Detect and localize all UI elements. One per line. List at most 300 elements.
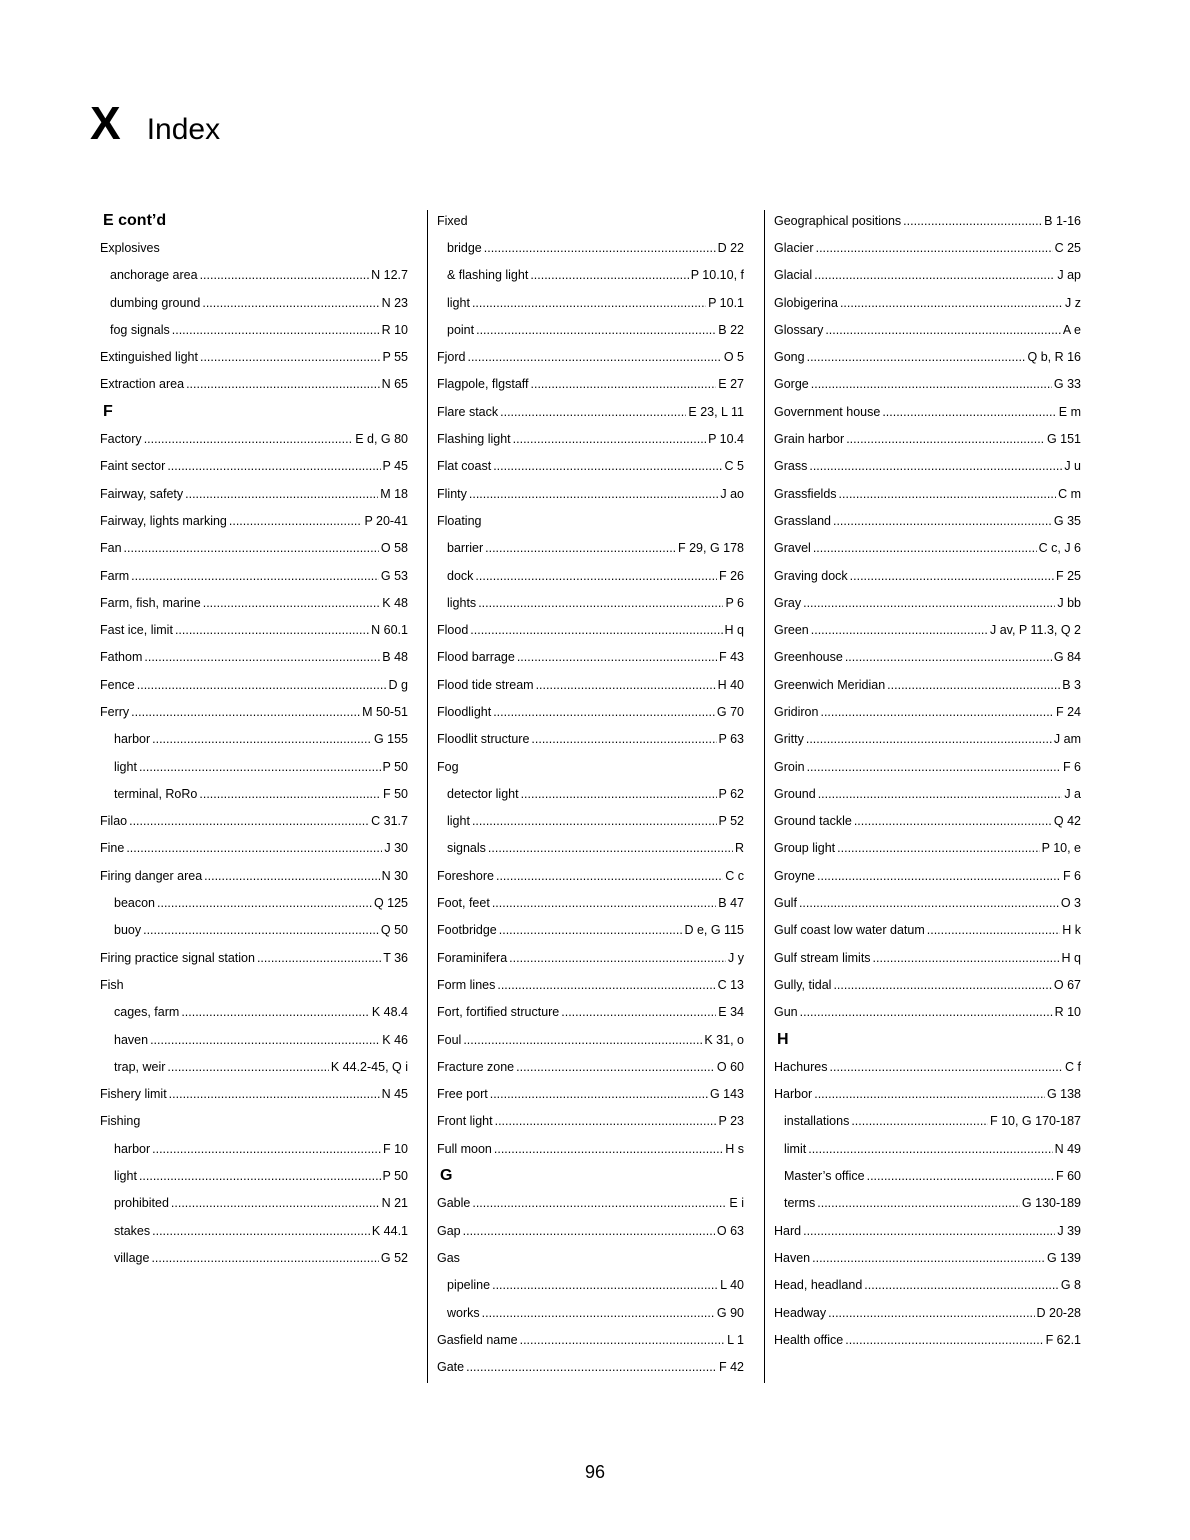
dot-leader bbox=[492, 896, 716, 910]
entry-term: Free port bbox=[437, 1087, 488, 1102]
entry-term: Grassfields bbox=[774, 486, 837, 501]
entry-term: Fine bbox=[100, 841, 125, 856]
index-entry bbox=[774, 1162, 1081, 1189]
entry-term: Flood bbox=[437, 623, 469, 638]
entry-reference: Q 50 bbox=[380, 923, 408, 938]
entry-term: Fish bbox=[100, 977, 124, 992]
entry-term: Firing danger area bbox=[100, 868, 203, 883]
entry-reference: N 30 bbox=[381, 868, 408, 883]
dot-leader bbox=[820, 705, 1054, 719]
entry-reference: F 42 bbox=[718, 1360, 744, 1375]
dot-leader bbox=[816, 241, 1053, 255]
entry-reference: P 45 bbox=[382, 459, 408, 474]
entry-term: Ferry bbox=[100, 704, 130, 719]
dot-leader bbox=[850, 569, 1054, 583]
index-entry bbox=[100, 889, 408, 916]
entry-reference: P 20-41 bbox=[364, 513, 408, 528]
entry-term: Fairway, safety bbox=[100, 486, 184, 501]
entry-term: Front light bbox=[437, 1114, 493, 1129]
index-entry bbox=[437, 371, 744, 398]
dot-leader bbox=[203, 596, 381, 610]
entry-reference: E m bbox=[1058, 404, 1081, 419]
entry-term: Head, headland bbox=[774, 1278, 863, 1293]
entry-term: light bbox=[114, 759, 137, 774]
dot-leader bbox=[799, 896, 1059, 910]
entry-reference: G 138 bbox=[1046, 1087, 1081, 1102]
entry-term: Flat coast bbox=[437, 459, 492, 474]
index-entry bbox=[100, 753, 408, 780]
dot-leader bbox=[806, 732, 1052, 746]
entry-reference: N 65 bbox=[381, 377, 408, 392]
dot-leader bbox=[509, 951, 726, 965]
index-entry bbox=[774, 1053, 1081, 1080]
index-entry bbox=[100, 1162, 408, 1189]
index-entry bbox=[437, 289, 744, 316]
entry-reference: P 55 bbox=[382, 350, 408, 365]
dot-leader bbox=[867, 1169, 1054, 1183]
entry-term: Master’s office bbox=[784, 1169, 865, 1184]
entry-reference: P 50 bbox=[382, 1169, 408, 1184]
entry-term: Globigerina bbox=[774, 295, 838, 310]
entry-term: F bbox=[103, 402, 113, 420]
entry-reference: F 43 bbox=[718, 650, 744, 665]
entry-reference: P 63 bbox=[718, 732, 744, 747]
index-entry bbox=[437, 616, 744, 643]
section-letter-heading bbox=[100, 207, 408, 234]
index-entry bbox=[774, 425, 1081, 452]
entry-reference: C 13 bbox=[717, 977, 744, 992]
entry-reference: M 18 bbox=[380, 486, 408, 501]
index-entry bbox=[774, 1135, 1081, 1162]
index-entry bbox=[437, 808, 744, 835]
entry-reference: O 58 bbox=[380, 541, 408, 556]
entry-reference: N 12.7 bbox=[371, 268, 408, 283]
entry-term: & flashing light bbox=[447, 268, 529, 283]
index-entry bbox=[100, 944, 408, 971]
index-entry bbox=[774, 753, 1081, 780]
dot-leader bbox=[803, 1224, 1055, 1238]
entry-reference: G 70 bbox=[716, 704, 744, 719]
entry-term: buoy bbox=[114, 923, 142, 938]
entry-reference: G 33 bbox=[1053, 377, 1081, 392]
entry-reference: P 23 bbox=[718, 1114, 744, 1129]
index-entry bbox=[437, 425, 744, 452]
entry-term: light bbox=[114, 1169, 137, 1184]
entry-term: Fixed bbox=[437, 213, 468, 228]
index-entry bbox=[774, 398, 1081, 425]
entry-term: Gun bbox=[774, 1005, 798, 1020]
entry-reference: D 20-28 bbox=[1036, 1305, 1081, 1320]
index-entry bbox=[100, 262, 408, 289]
entry-term: Flare stack bbox=[437, 404, 499, 419]
index-entry bbox=[437, 698, 744, 725]
entry-reference: H 40 bbox=[717, 677, 744, 692]
index-entry bbox=[100, 1081, 408, 1108]
entry-term: Factory bbox=[100, 432, 142, 447]
entry-term: Fracture zone bbox=[437, 1059, 515, 1074]
entry-term: stakes bbox=[114, 1223, 151, 1238]
entry-reference: J u bbox=[1064, 459, 1081, 474]
index-entry bbox=[437, 917, 744, 944]
dot-leader bbox=[144, 650, 380, 664]
index-entry bbox=[100, 1053, 408, 1080]
section-letter-heading bbox=[774, 1026, 1081, 1053]
column-divider bbox=[427, 210, 428, 1383]
dot-leader bbox=[814, 1087, 1045, 1101]
index-entry bbox=[774, 562, 1081, 589]
dot-leader bbox=[531, 732, 716, 746]
entry-term: lights bbox=[447, 595, 477, 610]
index-entry bbox=[100, 644, 408, 671]
entry-reference: P 10.1 bbox=[708, 295, 744, 310]
dot-leader bbox=[516, 1060, 715, 1074]
entry-reference: Q 125 bbox=[373, 896, 408, 911]
index-entry bbox=[100, 671, 408, 698]
dot-leader bbox=[466, 1360, 717, 1374]
entry-term: Full moon bbox=[437, 1141, 492, 1156]
entry-reference: C m bbox=[1058, 486, 1081, 501]
entry-reference: G 143 bbox=[709, 1087, 744, 1102]
index-entry bbox=[437, 234, 744, 261]
entry-term: Harbor bbox=[774, 1087, 813, 1102]
dot-leader bbox=[181, 1005, 370, 1019]
dot-leader bbox=[845, 1333, 1043, 1347]
entry-term: E cont’d bbox=[103, 211, 167, 229]
entry-term: Gully, tidal bbox=[774, 977, 832, 992]
index-entry bbox=[774, 917, 1081, 944]
entry-reference: Q b, R 16 bbox=[1027, 350, 1081, 365]
entry-term: Flinty bbox=[437, 486, 467, 501]
entry-term: H bbox=[777, 1030, 789, 1048]
dot-leader bbox=[561, 1005, 716, 1019]
entry-term: Groyne bbox=[774, 868, 815, 883]
entry-reference: F 10, G 170-187 bbox=[989, 1114, 1081, 1129]
entry-term: Foot, feet bbox=[437, 896, 490, 911]
dot-leader bbox=[129, 814, 369, 828]
entry-reference: N 23 bbox=[381, 295, 408, 310]
page-title bbox=[90, 96, 221, 149]
entry-reference: G 35 bbox=[1053, 513, 1081, 528]
entry-reference: C c bbox=[725, 868, 744, 883]
entry-term: Fishery limit bbox=[100, 1087, 167, 1102]
dot-leader bbox=[814, 268, 1055, 282]
dot-leader bbox=[846, 432, 1045, 446]
dot-leader bbox=[803, 596, 1055, 610]
entry-term: Flagpole, flgstaff bbox=[437, 377, 529, 392]
index-entry bbox=[100, 917, 408, 944]
entry-term: Glacier bbox=[774, 240, 814, 255]
dot-leader bbox=[463, 1033, 702, 1047]
dot-leader bbox=[873, 951, 1060, 965]
dot-leader bbox=[131, 569, 379, 583]
index-entry bbox=[774, 726, 1081, 753]
index-entry bbox=[437, 1217, 744, 1244]
index-column-1 bbox=[100, 207, 408, 1272]
entry-reference: B 1-16 bbox=[1044, 213, 1081, 228]
entry-reference: L 40 bbox=[720, 1278, 744, 1293]
entry-term: Fog bbox=[437, 759, 459, 774]
dot-leader bbox=[488, 841, 733, 855]
index-entry bbox=[774, 780, 1081, 807]
index-entry bbox=[100, 562, 408, 589]
index-entry bbox=[437, 1081, 744, 1108]
entry-term: Health office bbox=[774, 1332, 844, 1347]
entry-reference: B 48 bbox=[382, 650, 408, 665]
index-entry bbox=[774, 1244, 1081, 1271]
entry-term: Gate bbox=[437, 1360, 465, 1375]
index-entry bbox=[100, 1244, 408, 1271]
entry-reference: G 151 bbox=[1046, 432, 1081, 447]
dot-leader bbox=[845, 650, 1052, 664]
index-entry bbox=[437, 999, 744, 1026]
index-entry bbox=[437, 1190, 744, 1217]
dot-leader bbox=[536, 678, 716, 692]
dot-leader bbox=[475, 569, 717, 583]
entry-reference: N 60.1 bbox=[371, 623, 408, 638]
entry-term: installations bbox=[784, 1114, 850, 1129]
index-entry bbox=[774, 644, 1081, 671]
entry-term: Ground bbox=[774, 786, 816, 801]
entry-reference: R 10 bbox=[1054, 1005, 1081, 1020]
entry-reference: G 139 bbox=[1046, 1250, 1081, 1265]
entry-reference: C 25 bbox=[1054, 240, 1081, 255]
entry-term: Footbridge bbox=[437, 923, 497, 938]
entry-term: Faint sector bbox=[100, 459, 166, 474]
dot-leader bbox=[851, 1114, 988, 1128]
index-entry bbox=[100, 1217, 408, 1244]
index-entry bbox=[774, 1081, 1081, 1108]
dot-leader bbox=[139, 760, 381, 774]
entry-term: fog signals bbox=[110, 322, 170, 337]
index-entry bbox=[774, 1299, 1081, 1326]
dot-leader bbox=[152, 1142, 381, 1156]
entry-reference: O 60 bbox=[716, 1059, 744, 1074]
entry-reference: J ao bbox=[720, 486, 744, 501]
index-entry bbox=[437, 1135, 744, 1162]
index-entry bbox=[437, 889, 744, 916]
dot-leader bbox=[472, 814, 717, 828]
entry-term: Gulf stream limits bbox=[774, 950, 871, 965]
entry-term: Flood barrage bbox=[437, 650, 515, 665]
dot-leader bbox=[927, 923, 1060, 937]
dot-leader bbox=[167, 459, 380, 473]
dot-leader bbox=[513, 432, 706, 446]
dot-leader bbox=[811, 377, 1052, 391]
entry-term: barrier bbox=[447, 541, 484, 556]
index-entry bbox=[437, 535, 744, 562]
index-column-2 bbox=[437, 207, 744, 1381]
entry-term: Floodlight bbox=[437, 704, 492, 719]
dot-leader bbox=[864, 1278, 1059, 1292]
dot-leader bbox=[499, 923, 683, 937]
index-entry bbox=[774, 999, 1081, 1026]
entry-reference: T 36 bbox=[383, 950, 408, 965]
entry-term: G bbox=[440, 1167, 453, 1185]
index-entry bbox=[437, 562, 744, 589]
dot-leader bbox=[493, 459, 722, 473]
dot-leader bbox=[202, 296, 379, 310]
entry-reference: K 31, o bbox=[704, 1032, 744, 1047]
dot-leader bbox=[497, 978, 715, 992]
dot-leader bbox=[484, 241, 716, 255]
entry-term: Fishing bbox=[100, 1114, 141, 1129]
dot-leader bbox=[807, 350, 1026, 364]
index-entry bbox=[774, 671, 1081, 698]
entry-reference: J 39 bbox=[1057, 1223, 1081, 1238]
entry-reference: A e bbox=[1062, 322, 1081, 337]
index-entry bbox=[774, 1190, 1081, 1217]
index-entry bbox=[774, 589, 1081, 616]
entry-reference: E 23, L 11 bbox=[688, 404, 744, 419]
entry-reference: H k bbox=[1062, 923, 1081, 938]
dot-leader bbox=[530, 268, 688, 282]
entry-term: Foreshore bbox=[437, 868, 494, 883]
entry-term: Grassland bbox=[774, 513, 831, 528]
dot-leader bbox=[229, 514, 363, 528]
entry-reference: J z bbox=[1065, 295, 1081, 310]
entry-term: Farm bbox=[100, 568, 130, 583]
dot-leader bbox=[493, 705, 715, 719]
entry-term: dumbing ground bbox=[110, 295, 201, 310]
entry-term: Group light bbox=[774, 841, 836, 856]
entry-reference: F 25 bbox=[1055, 568, 1081, 583]
entry-reference: D 22 bbox=[717, 240, 744, 255]
index-entry bbox=[100, 726, 408, 753]
entry-reference: O 5 bbox=[723, 350, 744, 365]
index-entry bbox=[774, 862, 1081, 889]
entry-reference: J bb bbox=[1057, 595, 1081, 610]
entry-reference: E 34 bbox=[718, 1005, 744, 1020]
section-letter-heading bbox=[100, 398, 408, 425]
index-entry bbox=[437, 835, 744, 862]
page-number: 96 bbox=[584, 1462, 606, 1482]
entry-term: Hachures bbox=[774, 1059, 828, 1074]
entry-reference: P 10, e bbox=[1041, 841, 1081, 856]
dot-leader bbox=[887, 678, 1060, 692]
entry-term: Gridiron bbox=[774, 704, 819, 719]
dot-leader bbox=[200, 350, 381, 364]
entry-reference: E i bbox=[729, 1196, 744, 1211]
dot-leader bbox=[818, 787, 1063, 801]
entry-term: Fort, fortified structure bbox=[437, 1005, 560, 1020]
index-entry bbox=[100, 698, 408, 725]
entry-reference: J av, P 11.3, Q 2 bbox=[989, 623, 1081, 638]
index-entry bbox=[437, 1326, 744, 1353]
index-entry bbox=[774, 698, 1081, 725]
entry-term: trap, weir bbox=[114, 1059, 166, 1074]
index-entry bbox=[100, 480, 408, 507]
entry-reference: H q bbox=[724, 623, 744, 638]
dot-leader bbox=[837, 841, 1039, 855]
entry-reference: P 6 bbox=[725, 595, 744, 610]
entry-reference: J ap bbox=[1057, 268, 1081, 283]
entry-reference: P 10.4 bbox=[708, 432, 744, 447]
dot-leader bbox=[811, 623, 988, 637]
entry-term: point bbox=[447, 322, 475, 337]
entry-reference: B 3 bbox=[1062, 677, 1081, 692]
entry-reference: F 6 bbox=[1062, 759, 1081, 774]
entry-term: limit bbox=[784, 1141, 807, 1156]
entry-reference: L 1 bbox=[727, 1332, 744, 1347]
entry-term: Extraction area bbox=[100, 377, 185, 392]
entry-term: Grass bbox=[774, 459, 808, 474]
dot-leader bbox=[172, 323, 380, 337]
dot-leader bbox=[825, 323, 1061, 337]
index-entry bbox=[774, 1217, 1081, 1244]
entry-term: Extinguished light bbox=[100, 350, 198, 365]
entry-reference: O 3 bbox=[1060, 896, 1081, 911]
index-entry bbox=[437, 589, 744, 616]
dot-leader bbox=[467, 350, 721, 364]
index-entry bbox=[774, 507, 1081, 534]
index-entry bbox=[100, 780, 408, 807]
entry-term: Greenhouse bbox=[774, 650, 843, 665]
entry-term: bridge bbox=[447, 240, 482, 255]
dot-leader bbox=[478, 596, 723, 610]
entry-reference: F 29, G 178 bbox=[677, 541, 744, 556]
entry-reference: K 44.2-45, Q i bbox=[330, 1059, 408, 1074]
entry-term: Geographical positions bbox=[774, 213, 902, 228]
entry-term: Gritty bbox=[774, 732, 804, 747]
dot-leader bbox=[152, 1224, 370, 1238]
entry-term: Government house bbox=[774, 404, 881, 419]
entry-reference: D e, G 115 bbox=[684, 923, 744, 938]
entry-term: Gasfield name bbox=[437, 1332, 518, 1347]
index-entry bbox=[774, 234, 1081, 261]
entry-term: light bbox=[447, 295, 470, 310]
dot-leader bbox=[520, 1333, 725, 1347]
index-entry bbox=[774, 835, 1081, 862]
entry-reference: E d, G 80 bbox=[355, 432, 408, 447]
dot-leader bbox=[496, 869, 723, 883]
entry-reference: G 130-189 bbox=[1021, 1196, 1081, 1211]
index-entry bbox=[437, 316, 744, 343]
index-entry bbox=[100, 316, 408, 343]
index-entry bbox=[774, 616, 1081, 643]
dot-leader bbox=[472, 296, 706, 310]
dot-leader bbox=[151, 1251, 378, 1265]
entry-term: Form lines bbox=[437, 977, 496, 992]
entry-term: Firing practice signal station bbox=[100, 950, 255, 965]
dot-leader bbox=[830, 1060, 1064, 1074]
entry-reference: H q bbox=[1061, 950, 1081, 965]
dot-leader bbox=[839, 487, 1057, 501]
index-column-3 bbox=[774, 207, 1081, 1353]
dot-leader bbox=[833, 514, 1052, 528]
entry-term: Gulf coast low water datum bbox=[774, 923, 925, 938]
entry-term: village bbox=[114, 1250, 150, 1265]
entry-term: Flood tide stream bbox=[437, 677, 534, 692]
entry-reference: G 8 bbox=[1060, 1278, 1081, 1293]
dot-leader bbox=[131, 705, 360, 719]
dot-leader bbox=[124, 541, 379, 555]
entry-term: Groin bbox=[774, 759, 805, 774]
index-entry bbox=[100, 808, 408, 835]
entry-term: works bbox=[447, 1305, 480, 1320]
index-entry bbox=[437, 944, 744, 971]
entry-reference: J 30 bbox=[384, 841, 408, 856]
dot-leader bbox=[463, 1224, 715, 1238]
dot-leader bbox=[472, 1196, 727, 1210]
index-entry bbox=[774, 971, 1081, 998]
entry-term: Gorge bbox=[774, 377, 809, 392]
index-entry bbox=[100, 1108, 408, 1135]
entry-reference: P 10.10, f bbox=[690, 268, 744, 283]
dot-leader bbox=[143, 923, 379, 937]
index-entry bbox=[437, 753, 744, 780]
entry-reference: C c, J 6 bbox=[1038, 541, 1081, 556]
dot-leader bbox=[175, 623, 369, 637]
